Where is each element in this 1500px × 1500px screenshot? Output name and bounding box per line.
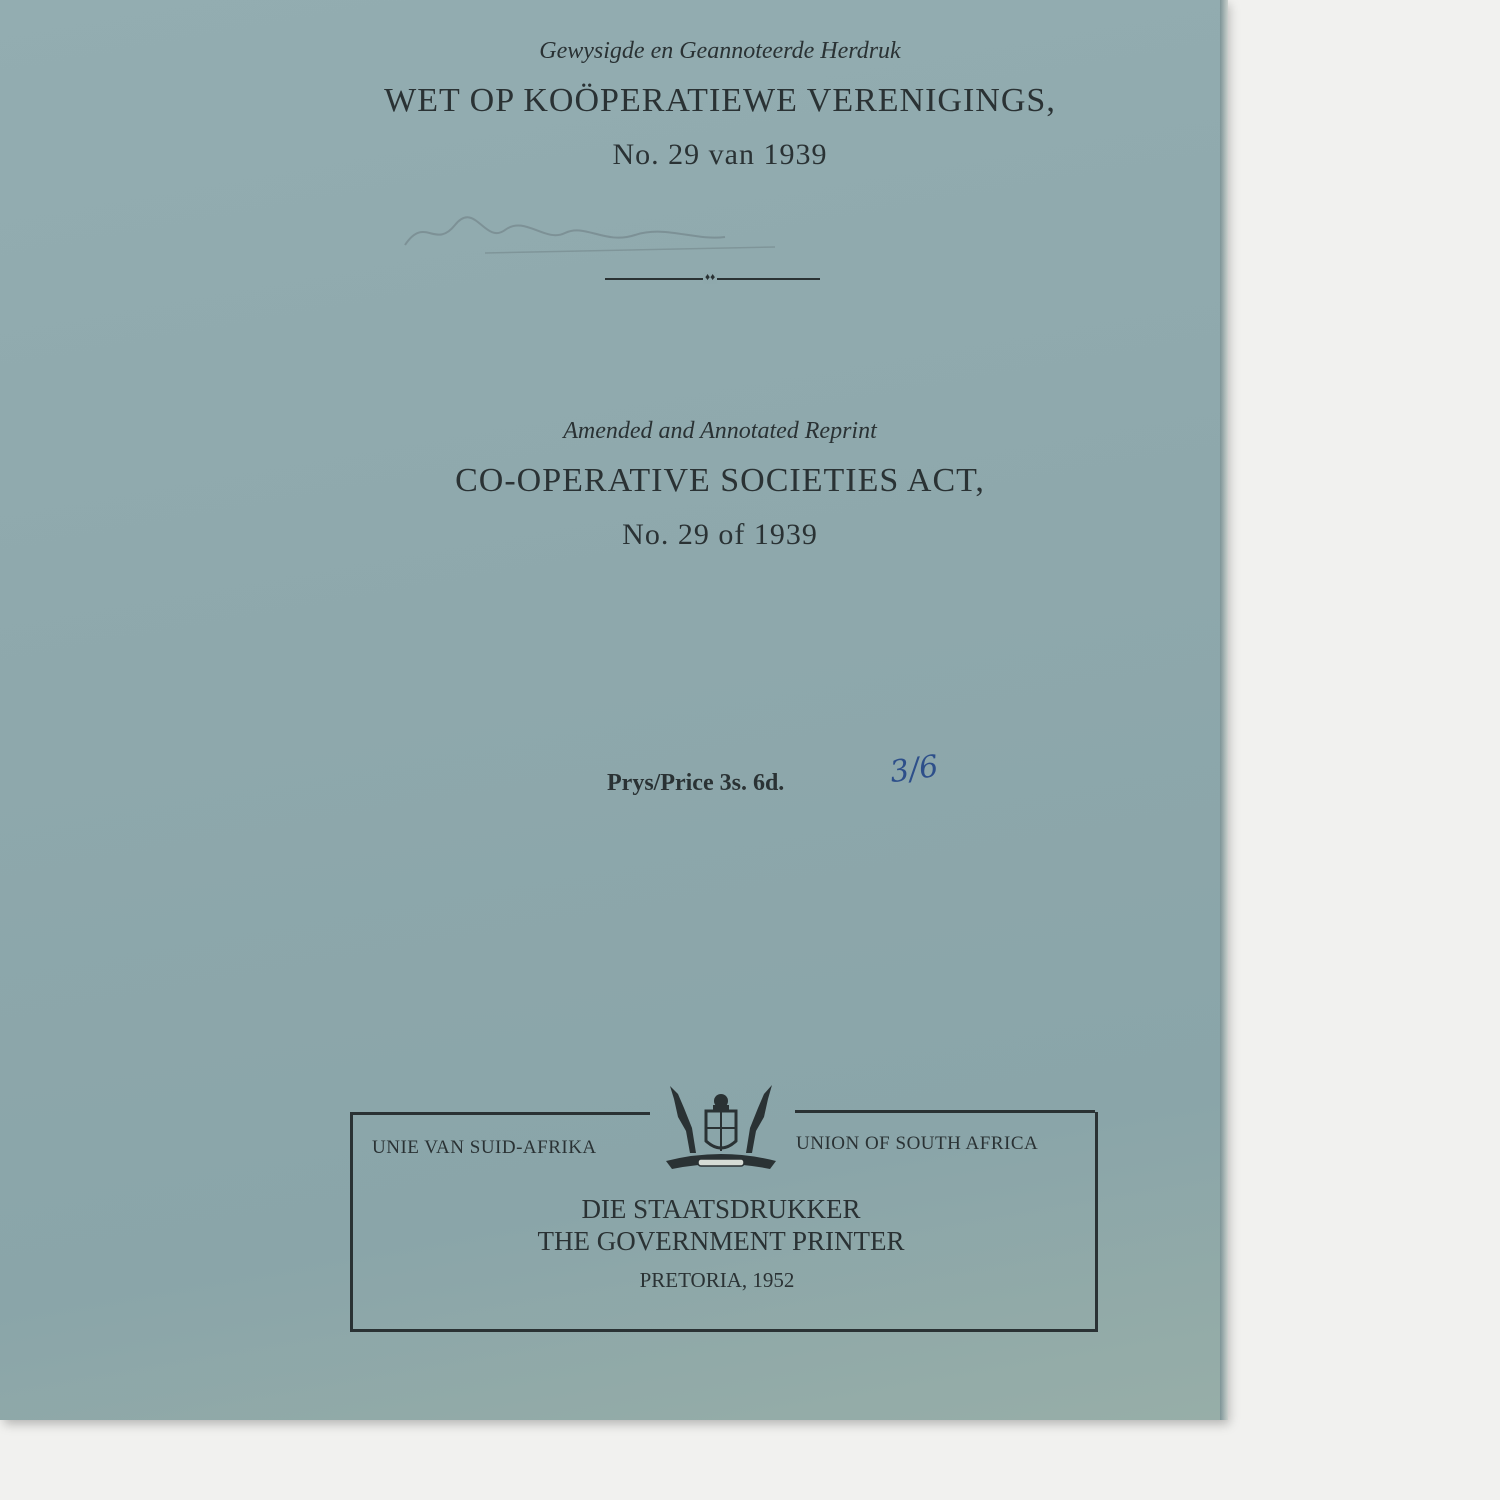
- coat-of-arms-icon: [658, 1083, 784, 1173]
- english-subtitle: Amended and Annotated Reprint: [563, 418, 877, 444]
- divider-ornament: ♦♦: [705, 272, 716, 283]
- afrikaans-number: No. 29 van 1939: [612, 138, 828, 171]
- price-label: Prys/Price 3s. 6d.: [607, 770, 785, 796]
- afrikaans-subtitle: Gewysigde en Geannoteerde Herdruk: [539, 38, 901, 64]
- english-title: CO-OPERATIVE SOCIETIES ACT,: [455, 462, 985, 499]
- place-year: PRETORIA, 1952: [639, 1268, 795, 1292]
- handwritten-price: 3/6: [887, 748, 941, 791]
- union-label-english: UNION OF SOUTH AFRICA: [796, 1133, 1039, 1154]
- union-label-afrikaans: UNIE VAN SUID-AFRIKA: [372, 1137, 597, 1158]
- afrikaans-title: WET OP KOÖPERATIEWE VERENIGINGS,: [384, 82, 1056, 119]
- box-top-left-rule: [350, 1112, 650, 1115]
- english-number: No. 29 of 1939: [622, 518, 818, 551]
- pencil-scribble: [395, 205, 785, 260]
- printer-english: THE GOVERNMENT PRINTER: [537, 1226, 905, 1256]
- box-top-right-rule: [795, 1110, 1095, 1113]
- printer-afrikaans: DIE STAATSDRUKKER: [581, 1194, 861, 1224]
- ornamental-divider: [605, 272, 820, 283]
